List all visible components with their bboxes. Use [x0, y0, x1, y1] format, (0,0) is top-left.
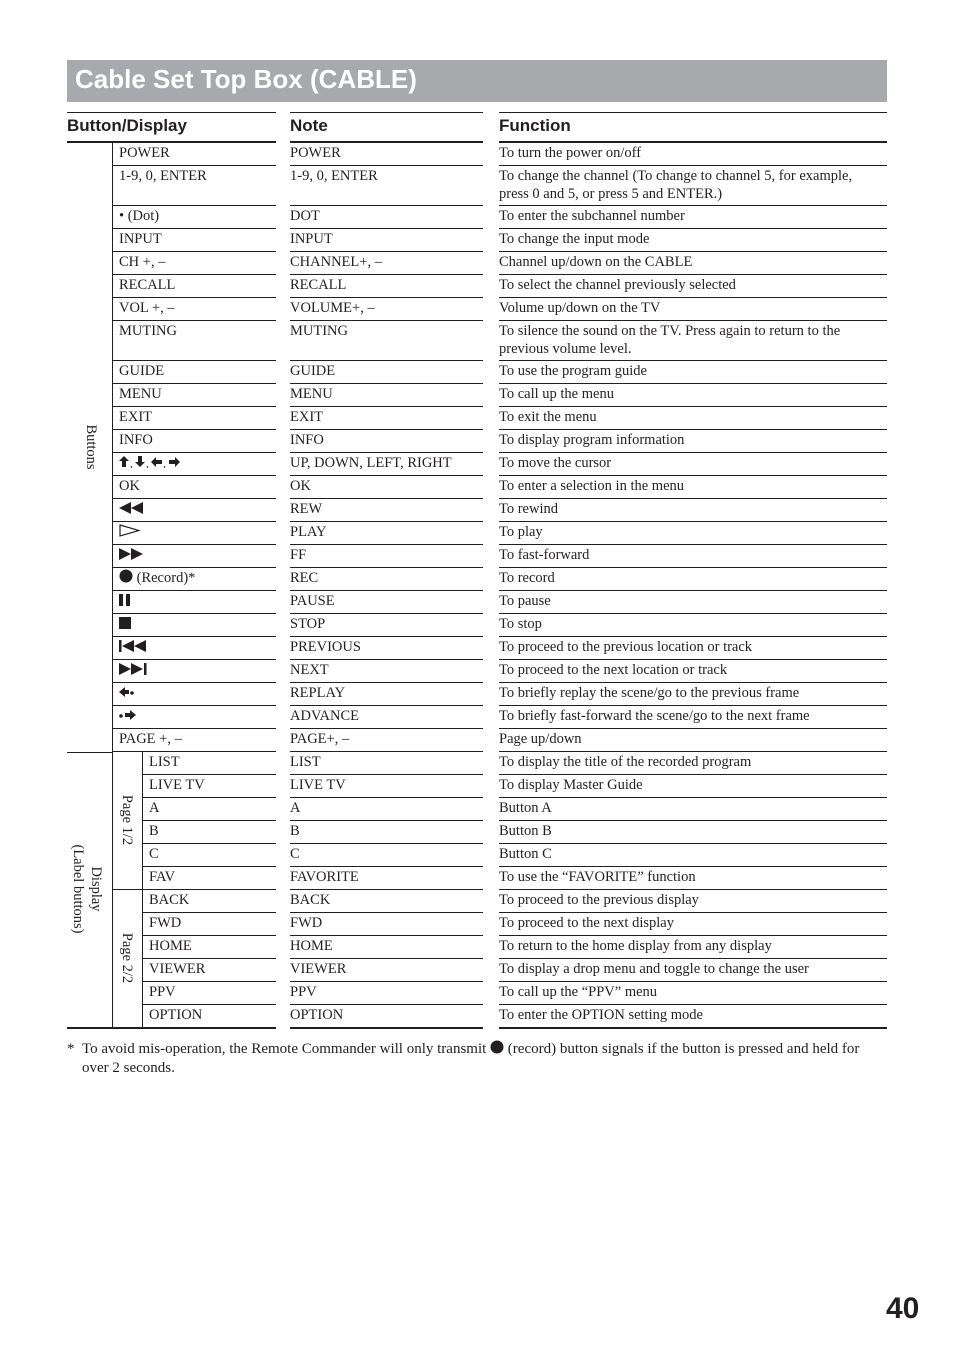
button-cell	[149, 822, 159, 840]
note-cell: CHANNEL+, –	[290, 254, 382, 270]
row-rule	[499, 659, 887, 660]
function-cell: Volume up/down on the TV	[499, 300, 661, 316]
row-rule	[142, 889, 276, 890]
subgroup-separator	[112, 889, 142, 890]
function-cell: Button A	[499, 800, 552, 816]
row-rule	[499, 498, 887, 499]
function-cell: To enter the OPTION setting mode	[499, 1007, 703, 1023]
button-label: PPV	[149, 984, 176, 1000]
button-label: PAGE +, –	[119, 731, 182, 747]
group-label-display-line2: (Label buttons)	[70, 844, 86, 934]
header-top-rule	[67, 112, 276, 113]
note-cell: VIEWER	[290, 961, 347, 977]
row-rule	[290, 1004, 483, 1005]
row-rule	[112, 429, 276, 430]
row-rule	[499, 613, 887, 614]
function-cell: To call up the menu	[499, 386, 614, 402]
function-cell: To enter a selection in the menu	[499, 478, 685, 494]
button-cell	[149, 845, 159, 863]
stop-icon	[119, 616, 131, 634]
previous-icon	[119, 639, 147, 657]
arrows-icon	[119, 455, 185, 473]
row-rule	[142, 935, 276, 936]
row-rule	[112, 590, 276, 591]
header-top-rule	[290, 112, 483, 113]
button-label: INPUT	[119, 231, 162, 247]
button-label: OPTION	[149, 1007, 203, 1023]
row-rule	[290, 843, 483, 844]
button-cell	[119, 207, 159, 225]
row-rule	[142, 1004, 276, 1005]
button-label: BACK	[149, 892, 190, 908]
note-cell: PAGE+, –	[290, 731, 350, 747]
button-cell	[119, 523, 141, 542]
row-rule	[499, 590, 887, 591]
function-cell: To exit the menu	[499, 409, 597, 425]
row-rule	[290, 705, 483, 706]
row-rule	[112, 705, 276, 706]
row-rule	[142, 958, 276, 959]
row-rule	[499, 958, 887, 959]
button-label: LIST	[149, 754, 180, 770]
page-number: 40	[886, 1292, 920, 1325]
function-cell: To enter the subchannel number	[499, 208, 685, 224]
button-label: FWD	[149, 915, 182, 931]
group-label-page1: Page 1/2	[119, 794, 135, 846]
function-cell: To proceed to the next location or track	[499, 662, 728, 678]
fast-forward-icon	[119, 547, 145, 565]
header-bottom-rule	[67, 141, 276, 143]
button-label: RECALL	[119, 277, 176, 293]
button-label: LIVE TV	[149, 777, 205, 793]
note-cell: BACK	[290, 892, 331, 908]
row-rule	[499, 1027, 887, 1029]
button-cell	[119, 707, 137, 726]
function-cell: To use the program guide	[499, 363, 647, 379]
row-rule	[112, 659, 276, 660]
row-rule	[290, 452, 483, 453]
row-rule	[290, 165, 483, 166]
function-cell: To change the input mode	[499, 231, 650, 247]
row-rule	[499, 774, 887, 775]
function-cell: To change the channel (To change to channel 5, for example, press 0 and 5, or press 5 and ENTER.)	[499, 168, 853, 202]
button-label: (Record)*	[133, 570, 196, 586]
function-cell: To proceed to the previous location or track	[499, 639, 753, 655]
button-label: INFO	[119, 432, 153, 448]
row-rule	[290, 889, 483, 890]
row-rule	[499, 567, 887, 568]
row-rule	[112, 251, 276, 252]
note-cell: VOLUME+, –	[290, 300, 375, 316]
row-rule	[499, 452, 887, 453]
function-cell: To display program information	[499, 432, 685, 448]
row-rule	[290, 406, 483, 407]
row-rule	[112, 751, 276, 752]
function-cell: To play	[499, 524, 543, 540]
note-cell: UP, DOWN, LEFT, RIGHT	[290, 455, 452, 471]
row-rule	[290, 498, 483, 499]
group-label-page2: Page 2/2	[119, 932, 135, 984]
row-rule	[499, 912, 887, 913]
row-rule	[290, 958, 483, 959]
note-cell: A	[290, 800, 301, 816]
footnote-text-before: To avoid mis-operation, the Remote Commander will only transmit	[82, 1041, 487, 1057]
function-cell: To pause	[499, 593, 551, 609]
header-bottom-rule	[499, 141, 887, 143]
row-rule	[142, 820, 276, 821]
row-rule	[290, 636, 483, 637]
button-cell	[119, 385, 162, 403]
next-icon	[119, 662, 147, 680]
button-cell	[119, 684, 135, 703]
svg-text:,: ,	[163, 456, 166, 468]
header-top-rule	[499, 112, 887, 113]
group-divider	[112, 143, 113, 752]
button-cell	[119, 730, 182, 748]
note-cell: REPLAY	[290, 685, 346, 701]
row-rule	[499, 843, 887, 844]
title-bar	[67, 60, 887, 102]
button-cell	[119, 299, 175, 317]
row-rule	[290, 774, 483, 775]
row-rule	[112, 297, 276, 298]
note-cell: NEXT	[290, 662, 329, 678]
button-cell	[149, 937, 192, 955]
row-rule	[112, 320, 276, 321]
note-cell: B	[290, 823, 300, 839]
function-cell: To proceed to the previous display	[499, 892, 699, 908]
record-icon	[119, 569, 133, 588]
row-rule	[499, 705, 887, 706]
row-rule	[290, 820, 483, 821]
header-button-display: Button/Display	[67, 116, 187, 135]
rewind-icon	[119, 501, 145, 519]
button-cell	[119, 362, 164, 380]
row-rule	[290, 475, 483, 476]
row-rule	[290, 659, 483, 660]
note-cell: FAVORITE	[290, 869, 359, 885]
note-cell: EXIT	[290, 409, 324, 425]
row-rule	[290, 866, 483, 867]
button-label: VOL +, –	[119, 300, 175, 316]
row-rule	[112, 205, 276, 206]
row-rule	[499, 360, 887, 361]
row-rule	[112, 360, 276, 361]
svg-text:,: ,	[130, 456, 133, 468]
row-rule	[112, 475, 276, 476]
button-cell	[119, 454, 185, 473]
row-rule	[112, 274, 276, 275]
button-cell	[149, 960, 205, 978]
group-label-display-line1: Display	[88, 866, 104, 912]
button-label: CH +, –	[119, 254, 166, 270]
note-cell: STOP	[290, 616, 326, 632]
row-rule	[290, 981, 483, 982]
function-cell: To fast-forward	[499, 547, 590, 563]
row-rule	[499, 797, 887, 798]
button-cell	[119, 569, 195, 588]
note-cell: PLAY	[290, 524, 327, 540]
row-rule	[112, 406, 276, 407]
function-cell: To briefly replay the scene/go to the previous frame	[499, 685, 800, 701]
button-label: FAV	[149, 869, 176, 885]
button-cell	[119, 408, 152, 426]
button-label: GUIDE	[119, 363, 165, 379]
note-cell: LIVE TV	[290, 777, 346, 793]
button-cell	[119, 253, 165, 271]
row-rule	[290, 429, 483, 430]
row-rule	[290, 590, 483, 591]
group-label-buttons: Buttons	[83, 424, 99, 470]
play-icon	[119, 524, 141, 542]
button-cell	[119, 661, 147, 680]
row-rule	[142, 843, 276, 844]
note-cell: RECALL	[290, 277, 347, 293]
note-cell: MENU	[290, 386, 333, 402]
note-cell: LIST	[290, 754, 321, 770]
row-rule	[290, 567, 483, 568]
row-rule	[499, 475, 887, 476]
row-rule	[290, 613, 483, 614]
row-rule	[499, 383, 887, 384]
row-rule	[499, 820, 887, 821]
button-cell	[119, 276, 175, 294]
note-cell: FWD	[290, 915, 323, 931]
row-rule	[290, 383, 483, 384]
note-cell: C	[290, 846, 300, 862]
function-cell: To return to the home display from any display	[499, 938, 772, 954]
function-cell: To silence the sound on the TV. Press again to return to the previous volume level.	[499, 323, 841, 357]
button-label: 1-9, 0, ENTER	[119, 168, 207, 184]
button-cell	[119, 546, 145, 565]
row-rule	[499, 228, 887, 229]
button-cell	[149, 891, 189, 909]
pause-icon	[119, 593, 131, 611]
header-bottom-rule	[290, 141, 483, 143]
function-cell: Button C	[499, 846, 552, 862]
row-rule	[499, 544, 887, 545]
record-icon	[490, 1040, 504, 1054]
note-cell: REC	[290, 570, 319, 586]
row-rule	[499, 935, 887, 936]
row-rule	[112, 636, 276, 637]
group-divider	[112, 752, 113, 1028]
button-label: C	[149, 846, 159, 862]
function-cell: To display the title of the recorded program	[499, 754, 752, 770]
row-rule	[290, 682, 483, 683]
note-cell: ADVANCE	[290, 708, 360, 724]
group-separator	[67, 752, 112, 753]
button-cell	[119, 167, 207, 185]
row-rule	[112, 544, 276, 545]
header-note: Note	[290, 116, 328, 135]
subgroup-divider	[142, 752, 143, 1028]
function-cell: To use the “FAVORITE” function	[499, 869, 696, 885]
row-rule	[142, 1027, 276, 1029]
row-rule	[499, 251, 887, 252]
row-rule	[142, 866, 276, 867]
function-cell: To call up the “PPV” menu	[499, 984, 658, 1000]
row-rule	[290, 297, 483, 298]
row-rule	[499, 297, 887, 298]
row-rule	[112, 613, 276, 614]
row-rule	[290, 521, 483, 522]
row-rule	[499, 406, 887, 407]
button-cell	[119, 144, 170, 162]
row-rule	[499, 981, 887, 982]
advance-icon	[119, 708, 137, 726]
row-rule	[290, 320, 483, 321]
function-cell: To rewind	[499, 501, 558, 517]
row-rule	[290, 205, 483, 206]
button-cell	[119, 431, 153, 449]
button-cell	[119, 638, 147, 657]
row-rule	[142, 981, 276, 982]
row-rule	[290, 251, 483, 252]
row-rule	[499, 320, 887, 321]
note-cell: PAUSE	[290, 593, 335, 609]
row-rule	[290, 728, 483, 729]
button-label: POWER	[119, 145, 170, 161]
row-rule	[499, 1004, 887, 1005]
button-label: MENU	[119, 386, 162, 402]
note-cell: PPV	[290, 984, 317, 1000]
function-cell: To briefly fast-forward the scene/go to the next frame	[499, 708, 810, 724]
note-cell: OK	[290, 478, 311, 494]
button-cell	[119, 500, 145, 519]
button-cell	[149, 1006, 202, 1024]
note-cell: MUTING	[290, 323, 348, 339]
button-cell	[149, 799, 159, 817]
function-cell: Button B	[499, 823, 552, 839]
note-cell: REW	[290, 501, 323, 517]
function-cell: Channel up/down on the CABLE	[499, 254, 693, 270]
button-cell	[149, 983, 176, 1001]
function-cell: To display Master Guide	[499, 777, 643, 793]
button-label: B	[149, 823, 159, 839]
button-label: A	[149, 800, 160, 816]
button-label: MUTING	[119, 323, 177, 339]
button-label: HOME	[149, 938, 192, 954]
row-rule	[112, 521, 276, 522]
row-rule	[290, 797, 483, 798]
table-bottom-rule	[67, 1027, 142, 1029]
footnote-text	[82, 1040, 887, 1078]
row-rule	[499, 751, 887, 752]
note-cell: OPTION	[290, 1007, 344, 1023]
row-rule	[290, 912, 483, 913]
note-cell: 1-9, 0, ENTER	[290, 168, 378, 184]
row-rule	[112, 165, 276, 166]
row-rule	[112, 452, 276, 453]
row-rule	[499, 682, 887, 683]
note-cell: POWER	[290, 145, 341, 161]
row-rule	[142, 774, 276, 775]
button-label: EXIT	[119, 409, 153, 425]
row-rule	[499, 889, 887, 890]
button-label: VIEWER	[149, 961, 206, 977]
function-cell: To display a drop menu and toggle to change the user	[499, 961, 809, 977]
function-cell: To turn the power on/off	[499, 145, 642, 161]
button-cell	[149, 776, 205, 794]
row-rule	[290, 274, 483, 275]
function-cell: Page up/down	[499, 731, 582, 747]
button-cell	[119, 615, 131, 634]
row-rule	[290, 228, 483, 229]
row-rule	[499, 866, 887, 867]
button-cell	[119, 592, 131, 611]
note-cell: GUIDE	[290, 363, 336, 379]
row-rule	[499, 636, 887, 637]
row-rule	[112, 567, 276, 568]
function-cell: To move the cursor	[499, 455, 612, 471]
function-cell: To record	[499, 570, 555, 586]
button-cell	[149, 914, 181, 932]
function-cell: To select the channel previously selected	[499, 277, 736, 293]
row-rule	[142, 797, 276, 798]
button-cell	[119, 230, 162, 248]
page-title: Cable Set Top Box (CABLE)	[75, 64, 417, 94]
row-rule	[499, 521, 887, 522]
row-rule	[499, 205, 887, 206]
row-rule	[499, 274, 887, 275]
footnote-text-after: (record) button signals if the button is pressed and held for over 2 seconds.	[82, 1041, 860, 1076]
note-cell: INPUT	[290, 231, 333, 247]
row-rule	[499, 429, 887, 430]
row-rule	[290, 1027, 483, 1029]
note-cell: PREVIOUS	[290, 639, 361, 655]
svg-text:,: ,	[146, 456, 149, 468]
note-cell: FF	[290, 547, 307, 563]
note-cell: INFO	[290, 432, 324, 448]
button-label: • (Dot)	[119, 208, 160, 224]
note-cell: HOME	[290, 938, 333, 954]
row-rule	[112, 228, 276, 229]
row-rule	[290, 360, 483, 361]
row-rule	[499, 728, 887, 729]
function-cell: To stop	[499, 616, 542, 632]
row-rule	[112, 383, 276, 384]
row-rule	[290, 751, 483, 752]
row-rule	[290, 935, 483, 936]
row-rule	[142, 912, 276, 913]
note-cell: DOT	[290, 208, 320, 224]
row-rule	[290, 544, 483, 545]
button-cell	[149, 868, 175, 886]
group-label-display	[69, 829, 105, 949]
button-cell	[149, 753, 180, 771]
function-cell: To proceed to the next display	[499, 915, 674, 931]
button-cell	[119, 477, 140, 495]
row-rule	[112, 498, 276, 499]
row-rule	[499, 165, 887, 166]
footnote-marker: *	[67, 1041, 75, 1057]
header-function: Function	[499, 116, 571, 135]
button-cell	[119, 322, 177, 340]
button-label: OK	[119, 478, 140, 494]
row-rule	[112, 728, 276, 729]
replay-icon	[119, 685, 135, 703]
row-rule	[112, 682, 276, 683]
